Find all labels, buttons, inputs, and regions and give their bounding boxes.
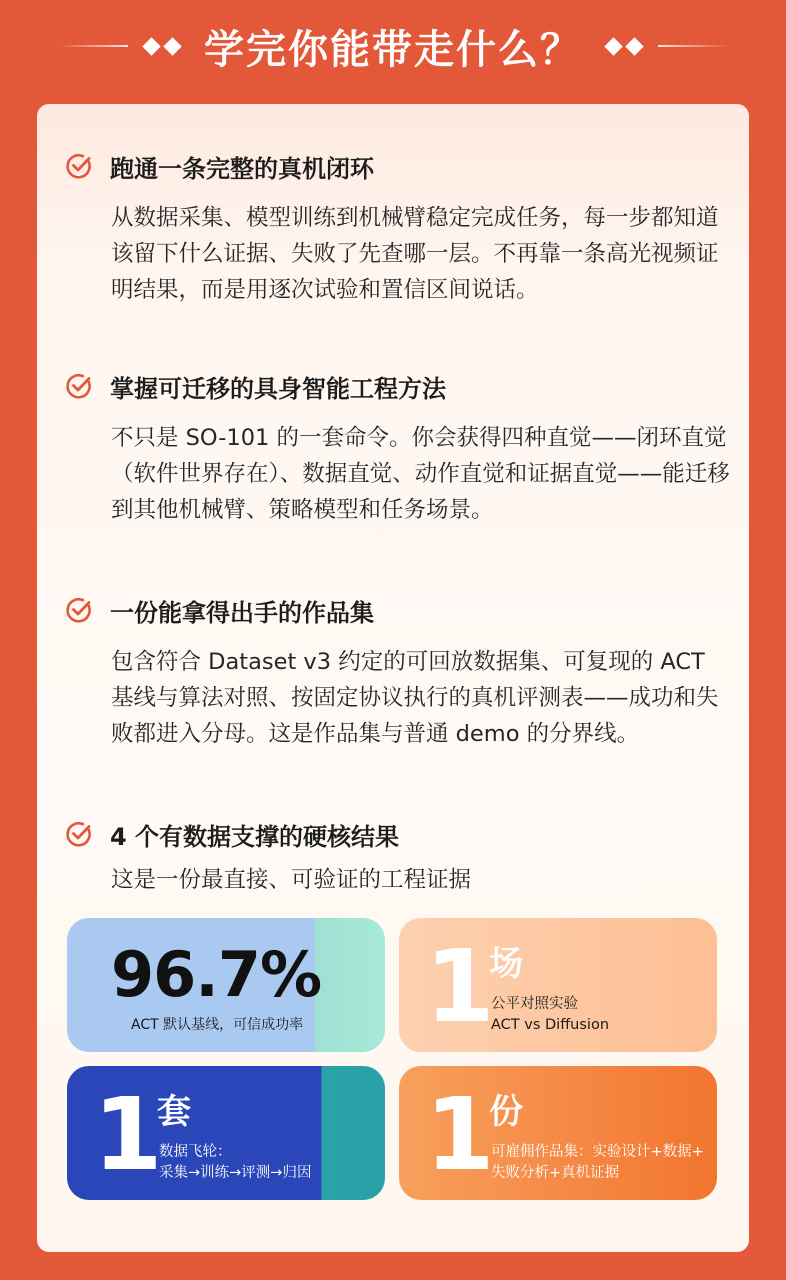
section-methods [65, 366, 730, 528]
section-results [65, 814, 725, 898]
stat-caption-line: 失败分析+真机证据 [491, 1165, 620, 1181]
title-line-right [658, 45, 728, 47]
stat-caption [491, 1142, 704, 1184]
stat-caption-line: 可雇佣作品集：实验设计+数据+ [491, 1144, 704, 1160]
check-circle-icon [65, 820, 93, 848]
section-body: 从数据采集、模型训练到机械臂稳定完成任务，每一步都知道该留下什么证据、失败了先查哪一层。不再靠一条高光视频证明结果，而是用逐次试验和置信区间说话。 [111, 205, 719, 303]
section-portfolio [65, 590, 725, 752]
diamond-icon-group-left [142, 40, 182, 53]
diamond-icon [163, 37, 181, 55]
section-title: 跑通一条完整的真机闭环 [110, 154, 374, 183]
stat-card-experiment [399, 918, 717, 1052]
stat-caption [491, 994, 609, 1036]
stat-number: 1 [425, 1076, 495, 1193]
stat-card-portfolio [399, 1066, 717, 1200]
stat-unit: 场 [489, 944, 523, 984]
stat-caption-line: 公平对照实验 [491, 996, 578, 1012]
stat-caption [159, 1142, 311, 1184]
section-body: 这是一份最直接、可验证的工程证据 [111, 867, 472, 893]
section-body: 不只是 SO-101 的一套命令。你会获得四种直觉——闭环直觉（软件世界存在）、数据直觉、动作直觉和证据直觉——能迁移到其他机械臂、策略模型和任务场景。 [111, 425, 730, 523]
section-closed-loop [65, 146, 725, 308]
header [0, 0, 786, 92]
diamond-icon [142, 37, 160, 55]
stat-card-success-rate [67, 918, 385, 1052]
stat-caption-line: 数据飞轮： [159, 1144, 232, 1160]
check-circle-icon [65, 152, 93, 180]
stat-card-data-flywheel [67, 1066, 385, 1200]
section-title: 一份能拿得出手的作品集 [110, 598, 374, 627]
stat-caption: ACT 默认基线，可信成功率 [131, 1017, 304, 1033]
check-circle-icon [65, 372, 93, 400]
diamond-icon-group-right [604, 40, 644, 53]
stat-unit: 份 [489, 1092, 523, 1132]
stat-number: 1 [93, 1076, 163, 1193]
section-body: 包含符合 Dataset v3 约定的可回放数据集、可复现的 ACT 基线与算法对照、按固定协议执行的真机评测表——成功和失败都进入分母。这是作品集与普通 demo 的分界线。 [111, 649, 719, 747]
check-circle-icon [65, 596, 93, 624]
stat-unit: 套 [157, 1092, 191, 1132]
page-title: 学完你能带走什么？ [204, 26, 582, 73]
diamond-icon [604, 37, 622, 55]
stat-caption-line: 采集→训练→评测→归因 [159, 1165, 312, 1181]
stat-caption-line: ACT vs Diffusion [491, 1017, 610, 1033]
diamond-icon [625, 37, 643, 55]
stat-number: 1 [425, 928, 495, 1045]
section-title: 4 个有数据支撑的硬核结果 [110, 822, 400, 851]
content-card [37, 104, 749, 1252]
section-title: 掌握可迁移的具身智能工程方法 [110, 374, 446, 403]
stat-value: 96.7% [111, 938, 322, 1011]
title-line-left [58, 45, 128, 47]
